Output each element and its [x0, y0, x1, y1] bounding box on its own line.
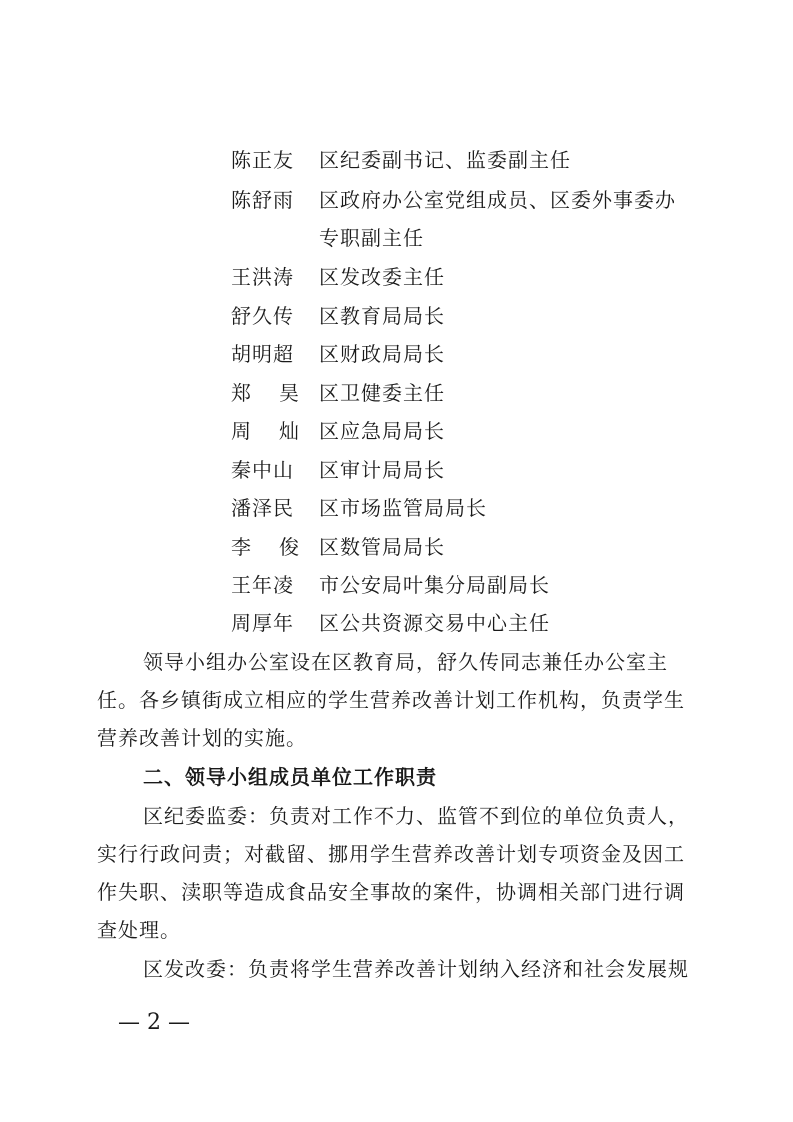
- duty-lead: 区发改委：: [143, 957, 248, 981]
- paragraph-line: 任。各乡镇街成立相应的学生营养改善计划工作机构，负责学生: [97, 688, 685, 712]
- member-role: 区教育局局长: [319, 304, 445, 328]
- member-role: 区发改委主任: [319, 265, 445, 289]
- duty-jiwei-paragraph: [97, 797, 697, 949]
- member-row: [0, 566, 793, 604]
- member-role: 区政府办公室党组成员、区委外事委办: [319, 188, 676, 212]
- member-name-char: 灿: [279, 419, 299, 443]
- member-name: 王年凌: [231, 573, 294, 597]
- paragraph-line: [97, 797, 697, 835]
- member-name: 陈正友: [231, 148, 294, 172]
- member-row: [0, 374, 793, 412]
- section-heading: 二、领导小组成员单位工作职责: [143, 765, 437, 789]
- member-role: 区应急局局长: [319, 419, 445, 443]
- member-name: 潘泽民: [231, 496, 294, 520]
- member-role: 区财政局局长: [319, 342, 445, 366]
- member-name-char: 周: [231, 419, 251, 443]
- member-name: 陈舒雨: [231, 188, 294, 212]
- office-paragraph: [97, 643, 697, 757]
- member-row: [0, 412, 793, 450]
- member-role-continued: 专职副主任: [319, 226, 424, 250]
- member-name: 胡明超: [231, 342, 294, 366]
- member-name: [231, 374, 303, 412]
- member-role: 区纪委副书记、监委副主任: [319, 148, 571, 172]
- member-role: 区数管局局长: [319, 535, 445, 559]
- member-row: [0, 451, 793, 489]
- duty-text: 负责将学生营养改善计划纳入经济和社会发展规: [248, 957, 689, 981]
- member-role: 区卫健委主任: [319, 381, 445, 405]
- member-name-char: 俊: [279, 535, 299, 559]
- member-role: 区公共资源交易中心主任: [319, 611, 550, 635]
- paragraph-line: 实行行政问责；对截留、挪用学生营养改善计划专项资金及因工: [97, 842, 685, 866]
- member-name-char: 郑: [231, 381, 251, 405]
- member-name: 王洪涛: [231, 265, 294, 289]
- member-name-char: 李: [231, 535, 251, 559]
- paragraph-line: 营养改善计划的实施。: [97, 726, 307, 750]
- member-row: [0, 489, 793, 527]
- member-name: [231, 412, 303, 450]
- paragraph-line: 领导小组办公室设在区教育局，舒久传同志兼任办公室主: [143, 650, 668, 674]
- member-role: 区市场监管局局长: [319, 496, 487, 520]
- member-name-char: 昊: [279, 381, 299, 405]
- member-row: [0, 528, 793, 566]
- duty-lead: 区纪委监委：: [143, 804, 269, 828]
- member-role: 区审计局局长: [319, 458, 445, 482]
- member-row: [0, 258, 793, 296]
- member-name: 舒久传: [231, 304, 294, 328]
- member-name: 秦中山: [231, 458, 294, 482]
- member-role: 市公安局叶集分局副局长: [319, 573, 550, 597]
- member-row: [0, 335, 793, 373]
- paragraph-line: [97, 950, 697, 988]
- member-name: 周厚年: [231, 611, 294, 635]
- duty-fagaiwei-paragraph: [97, 950, 697, 988]
- duty-text: 负责对工作不力、监管不到位的单位负责人，: [269, 804, 689, 828]
- member-name: [231, 528, 303, 566]
- member-row: [0, 141, 793, 179]
- paragraph-line: 查处理。: [97, 918, 181, 942]
- member-row: [0, 604, 793, 642]
- page-number: — 2 —: [118, 1010, 190, 1035]
- member-row: [0, 297, 793, 335]
- paragraph-line: 作失职、渎职等造成食品安全事故的案件，协调相关部门进行调: [97, 880, 685, 904]
- member-row: [0, 181, 793, 257]
